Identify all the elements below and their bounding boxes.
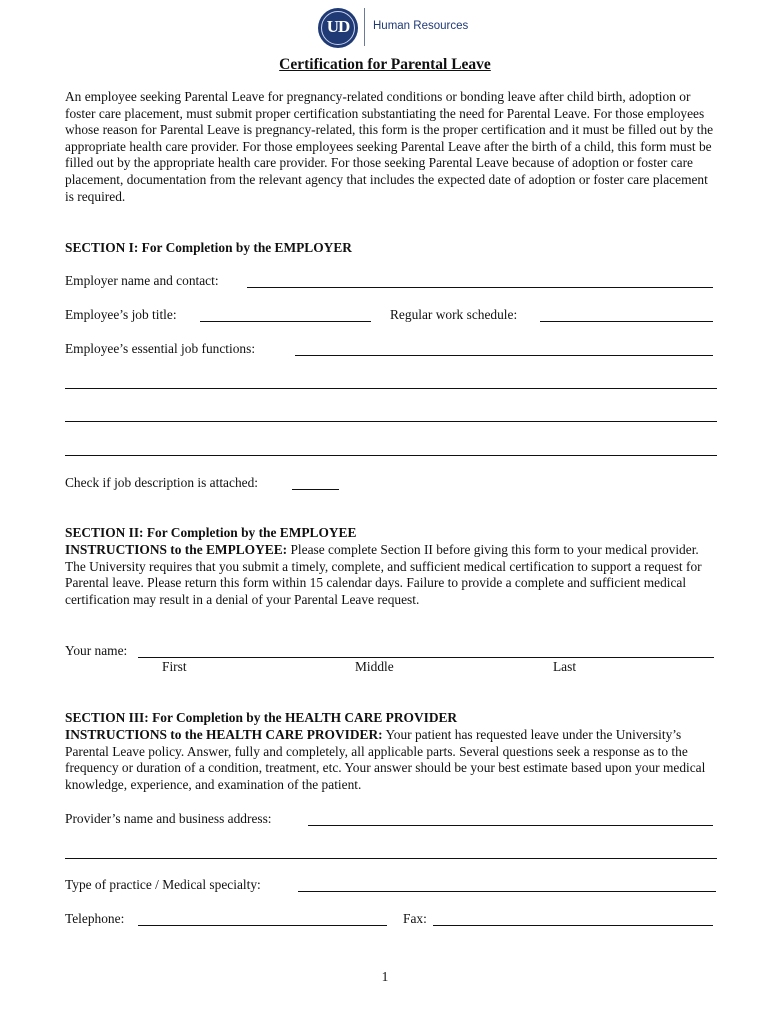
intro-paragraph: An employee seeking Parental Leave for pregnancy-related conditions or bonding leave after child birth, adoption or foster care placement, must submit proper certification substantiating the need for Parental Leave. For those employees whose reason for Parental Leave is pregnancy-related, this form is the proper certification and it must be filled out by the appropriate health care provider. For those employees seeking Parental Leave after the birth of a child, this form must be filled out by the appropriate health care provider. For those seeking Parental Leave because of adoption or foster care placement, documentation from the relevant agency that includes the expected date of adoption or foster care placement is required.: [65, 89, 714, 204]
provider-address-line-2[interactable]: [65, 858, 717, 859]
job-title-field[interactable]: [200, 321, 371, 322]
practice-label: Type of practice / Medical specialty:: [65, 877, 261, 892]
department-name: Human Resources: [373, 20, 469, 32]
page-number: 1: [381, 969, 389, 984]
section2-instructions-text: Please complete Section II before giving this form to your medical provider. The University requires that you submit a timely, complete, and sufficient medical certification to support a request for Parental leave. Please return this form within 15 calendar days. Failure to provide a complete and sufficient medical certification may result in a denial of your Parental Leave request.: [65, 542, 702, 607]
employer-field[interactable]: [247, 287, 713, 288]
functions-label: Employee’s essential job functions:: [65, 341, 256, 356]
employer-label: Employer name and contact:: [65, 273, 219, 288]
section3-instructions: [65, 727, 720, 793]
university-seal-icon: [318, 8, 358, 48]
schedule-field[interactable]: [540, 321, 713, 322]
telephone-field[interactable]: [138, 925, 387, 926]
attached-label: Check if job description is attached:: [65, 475, 258, 490]
functions-field[interactable]: [295, 355, 713, 356]
section1-heading: SECTION I: For Completion by the EMPLOYER: [65, 240, 352, 255]
attached-checkbox-field[interactable]: [292, 489, 339, 490]
job-title-label: Employee’s job title:: [65, 307, 177, 322]
name-label: Your name:: [65, 643, 128, 658]
functions-line-2[interactable]: [65, 388, 717, 389]
functions-line-3[interactable]: [65, 421, 717, 422]
section3-instructions-text: Your patient has requested leave under the University’s Parental Leave policy. Answer, fully and completely, all applicable parts. Several questions seek a response as to the frequency or duration of a condition, treatment, etc. Your answer should be your best estimate based upon your medical knowledge, experience, and examination of the patient.: [65, 727, 706, 792]
practice-field[interactable]: [298, 891, 716, 892]
logo-divider: [364, 8, 365, 46]
seal-lettering: UD: [326, 17, 350, 36]
functions-line-4[interactable]: [65, 455, 717, 456]
fax-label: Fax:: [403, 911, 427, 926]
section2-heading: SECTION II: For Completion by the EMPLOYEE: [65, 525, 357, 540]
section2-instructions-lead: INSTRUCTIONS to the EMPLOYEE:: [65, 542, 288, 557]
section3-heading: SECTION III: For Completion by the HEALTH CARE PROVIDER: [65, 710, 458, 725]
section2-instructions: [65, 542, 720, 608]
provider-label: Provider’s name and business address:: [65, 811, 272, 826]
form-title: Certification for Parental Leave: [279, 56, 491, 73]
fax-field[interactable]: [433, 925, 713, 926]
hr-logo: [318, 8, 518, 48]
schedule-label: Regular work schedule:: [390, 307, 518, 322]
last-name-caption: Last: [553, 659, 577, 674]
section3-instructions-lead: INSTRUCTIONS to the HEALTH CARE PROVIDER:: [65, 727, 383, 742]
telephone-label: Telephone:: [65, 911, 125, 926]
name-field[interactable]: [138, 657, 714, 658]
provider-field[interactable]: [308, 825, 713, 826]
middle-name-caption: Middle: [355, 659, 394, 674]
first-name-caption: First: [162, 659, 187, 674]
